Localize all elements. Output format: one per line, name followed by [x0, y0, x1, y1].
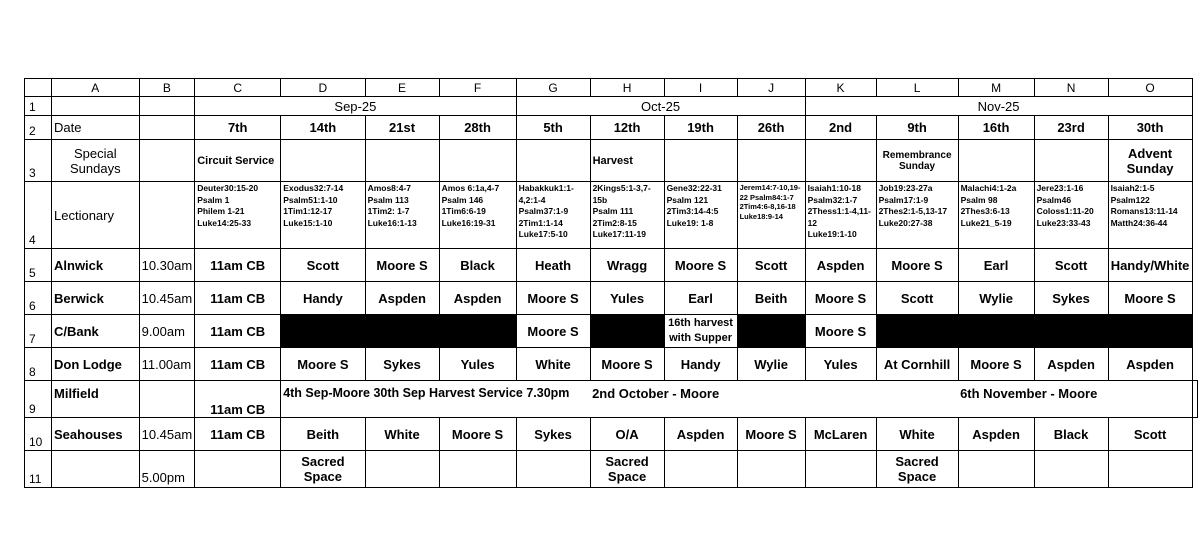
- preacher-cell[interactable]: Yules: [805, 348, 876, 381]
- milfield-sep-note[interactable]: 4th Sep-Moore 30th Sep Harvest Service 7.30pm: [281, 381, 590, 418]
- date-cell[interactable]: 12th: [590, 116, 664, 140]
- cell-n11[interactable]: [1034, 451, 1108, 488]
- preacher-cell[interactable]: Aspden: [1034, 348, 1108, 381]
- date-row: [25, 116, 1198, 140]
- cell-n3[interactable]: [1034, 140, 1108, 182]
- cell-a1[interactable]: [52, 97, 140, 116]
- preacher-cell[interactable]: Moore S: [590, 348, 664, 381]
- service-time[interactable]: [139, 381, 195, 418]
- preacher-cell[interactable]: Yules: [439, 348, 516, 381]
- service-time[interactable]: 10.45am: [139, 282, 195, 315]
- preacher-cell[interactable]: Heath: [516, 249, 590, 282]
- lectionary-reading[interactable]: Deuter30:15-20 Psalm 1 Philem 1-21 Luke14:25-33: [195, 182, 281, 249]
- church-name[interactable]: C/Bank: [52, 315, 140, 348]
- no-service-block[interactable]: [737, 315, 805, 348]
- col-header-a[interactable]: A: [52, 79, 140, 97]
- church-row-alnwick: [25, 249, 1198, 282]
- preacher-cell[interactable]: Scott: [281, 249, 365, 282]
- circuit-service-cell[interactable]: 11am CB: [195, 381, 281, 418]
- cell-b2[interactable]: [139, 116, 195, 140]
- cell-a11[interactable]: [52, 451, 140, 488]
- cell-i3[interactable]: [664, 140, 737, 182]
- circuit-service-cell[interactable]: 11am CB: [195, 418, 281, 451]
- date-cell[interactable]: 19th: [664, 116, 737, 140]
- harvest-supper-cell[interactable]: 16th harvest with Supper: [664, 315, 737, 348]
- cell-k9[interactable]: [876, 381, 958, 418]
- evening-service-time[interactable]: 5.00pm: [139, 451, 195, 488]
- preacher-cell[interactable]: White: [876, 418, 958, 451]
- col-header-m[interactable]: M: [958, 79, 1034, 97]
- circuit-service-cell[interactable]: 11am CB: [195, 249, 281, 282]
- col-header-o[interactable]: O: [1108, 79, 1192, 97]
- month-row: [25, 97, 1198, 116]
- milfield-oct-note[interactable]: 2nd October - Moore: [590, 381, 876, 418]
- preacher-cell[interactable]: Wragg: [590, 249, 664, 282]
- evening-service-row: [25, 451, 1198, 488]
- col-header-g[interactable]: G: [516, 79, 590, 97]
- service-time[interactable]: 11.00am: [139, 348, 195, 381]
- preacher-cell[interactable]: Scott: [737, 249, 805, 282]
- no-service-block[interactable]: [590, 315, 664, 348]
- cell-k11[interactable]: [805, 451, 876, 488]
- row-number[interactable]: 2: [25, 116, 52, 140]
- preacher-cell[interactable]: Moore S: [439, 418, 516, 451]
- col-header-d[interactable]: D: [281, 79, 365, 97]
- service-time[interactable]: 9.00am: [139, 315, 195, 348]
- preacher-cell[interactable]: Wylie: [737, 348, 805, 381]
- row-number[interactable]: 6: [25, 282, 52, 315]
- lectionary-reading[interactable]: Jerem14:7-10,19-22 Psalm84:1-7 2Tim4:6-8,16-18 Luke18:9-14: [737, 182, 805, 249]
- row-number[interactable]: 7: [25, 315, 52, 348]
- preacher-cell[interactable]: Beith: [737, 282, 805, 315]
- sacred-space-cell[interactable]: Sacred Space: [876, 451, 958, 488]
- date-cell[interactable]: 7th: [195, 116, 281, 140]
- lectionary-reading[interactable]: Malachi4:1-2a Psalm 98 2Thes3:6-13 Luke21_5-19: [958, 182, 1034, 249]
- preacher-cell[interactable]: Moore S: [664, 249, 737, 282]
- special-advent[interactable]: Advent Sunday: [1108, 140, 1192, 182]
- cell-c11[interactable]: [195, 451, 281, 488]
- cell-m3[interactable]: [958, 140, 1034, 182]
- preacher-cell[interactable]: O/A: [590, 418, 664, 451]
- cell-g11[interactable]: [516, 451, 590, 488]
- col-header-n[interactable]: N: [1034, 79, 1108, 97]
- preacher-cell[interactable]: Handy: [664, 348, 737, 381]
- date-cell[interactable]: 16th: [958, 116, 1034, 140]
- preacher-cell[interactable]: Earl: [958, 249, 1034, 282]
- month-oct[interactable]: Oct-25: [516, 97, 805, 116]
- preacher-cell[interactable]: Aspden: [365, 282, 439, 315]
- preacher-cell[interactable]: Aspden: [805, 249, 876, 282]
- church-row-cbank: [25, 315, 1198, 348]
- preacher-cell[interactable]: Scott: [1108, 418, 1192, 451]
- preacher-cell[interactable]: Moore S: [805, 282, 876, 315]
- preacher-cell[interactable]: Moore S: [365, 249, 439, 282]
- preacher-cell[interactable]: Moore S: [737, 418, 805, 451]
- preacher-cell[interactable]: Handy/White: [1108, 249, 1192, 282]
- circuit-service-cell[interactable]: 11am CB: [195, 282, 281, 315]
- special-sundays-row: [25, 140, 1198, 182]
- preacher-cell[interactable]: Moore S: [516, 282, 590, 315]
- month-sep[interactable]: Sep-25: [195, 97, 516, 116]
- cell-f3[interactable]: [439, 140, 516, 182]
- preacher-cell[interactable]: Moore S: [958, 348, 1034, 381]
- preacher-cell[interactable]: Scott: [876, 282, 958, 315]
- church-row-berwick: [25, 282, 1198, 315]
- preacher-cell[interactable]: Aspden: [1108, 348, 1192, 381]
- lectionary-reading[interactable]: Isaiah1:10-18 Psalm32:1-7 2Thess1:1-4,11-12 Luke19:1-10: [805, 182, 876, 249]
- preacher-cell[interactable]: Scott: [1034, 249, 1108, 282]
- lectionary-reading[interactable]: Jere23:1-16 Psalm46 Coloss1:11-20 Luke23:33-43: [1034, 182, 1108, 249]
- lectionary-reading[interactable]: Gene32:22-31 Psalm 121 2Tim3:14-4:5 Luke19: 1-8: [664, 182, 737, 249]
- church-row-milfield: [25, 381, 1198, 418]
- no-service-block[interactable]: [876, 315, 1192, 348]
- preacher-cell[interactable]: Moore S: [281, 348, 365, 381]
- col-header-j[interactable]: J: [737, 79, 805, 97]
- preacher-cell[interactable]: Black: [1034, 418, 1108, 451]
- preacher-cell[interactable]: White: [516, 348, 590, 381]
- col-header-f[interactable]: F: [439, 79, 516, 97]
- cell-d3[interactable]: [281, 140, 365, 182]
- preacher-cell[interactable]: Sykes: [516, 418, 590, 451]
- date-cell[interactable]: 21st: [365, 116, 439, 140]
- cell-b3[interactable]: [139, 140, 195, 182]
- col-header-b[interactable]: B: [139, 79, 195, 97]
- church-name[interactable]: Milfield: [52, 381, 140, 418]
- month-nov[interactable]: Nov-25: [805, 97, 1192, 116]
- preacher-cell[interactable]: Wylie: [958, 282, 1034, 315]
- row-number[interactable]: 8: [25, 348, 52, 381]
- special-circuit-service[interactable]: Circuit Service: [195, 140, 281, 182]
- cell-b1[interactable]: [139, 97, 195, 116]
- column-header-row: [25, 79, 1198, 97]
- preacher-cell[interactable]: Handy: [281, 282, 365, 315]
- lectionary-reading[interactable]: 2Kings5:1-3,7-15b Psalm 111 2Tim2:8-15 Luke17:11-19: [590, 182, 664, 249]
- row-number[interactable]: 10: [25, 418, 52, 451]
- row-number[interactable]: 5: [25, 249, 52, 282]
- date-cell[interactable]: 5th: [516, 116, 590, 140]
- preacher-cell[interactable]: Aspden: [958, 418, 1034, 451]
- date-cell[interactable]: 9th: [876, 116, 958, 140]
- date-label[interactable]: Date: [52, 116, 140, 140]
- church-name[interactable]: Alnwick: [52, 249, 140, 282]
- date-cell[interactable]: 30th: [1108, 116, 1192, 140]
- preacher-cell[interactable]: Moore S: [1108, 282, 1192, 315]
- church-row-seahouses: [25, 418, 1198, 451]
- date-cell[interactable]: 26th: [737, 116, 805, 140]
- cell-g3[interactable]: [516, 140, 590, 182]
- cell-o9[interactable]: [1192, 381, 1197, 418]
- lectionary-reading[interactable]: Exodus32:7-14 Psalm51:1-10 1Tim1:12-17 Luke15:1-10: [281, 182, 365, 249]
- col-header-c[interactable]: C: [195, 79, 281, 97]
- col-header-k[interactable]: K: [805, 79, 876, 97]
- date-cell[interactable]: 28th: [439, 116, 516, 140]
- col-header-e[interactable]: E: [365, 79, 439, 97]
- cell-b4[interactable]: [139, 182, 195, 249]
- circuit-service-cell[interactable]: 11am CB: [195, 348, 281, 381]
- church-row-donlodge: [25, 348, 1198, 381]
- sacred-space-cell[interactable]: Sacred Space: [590, 451, 664, 488]
- special-harvest[interactable]: Harvest: [590, 140, 664, 182]
- lectionary-reading[interactable]: Habakkuk1:1-4,2:1-4 Psalm37:1-9 2Tim1:1-14 Luke17:5-10: [516, 182, 590, 249]
- preacher-cell[interactable]: Sykes: [1034, 282, 1108, 315]
- row-number[interactable]: 9: [25, 381, 52, 418]
- circuit-service-cell[interactable]: 11am CB: [195, 315, 281, 348]
- date-cell[interactable]: 2nd: [805, 116, 876, 140]
- lectionary-reading[interactable]: Isaiah2:1-5 Psalm122 Romans13:11-14 Matth24:36-44: [1108, 182, 1192, 249]
- cell-o11[interactable]: [1108, 451, 1192, 488]
- church-name[interactable]: Berwick: [52, 282, 140, 315]
- col-header-l[interactable]: L: [876, 79, 958, 97]
- lectionary-reading[interactable]: Amos8:4-7 Psalm 113 1Tim2: 1-7 Luke16:1-13: [365, 182, 439, 249]
- lectionary-row: [25, 182, 1198, 249]
- service-time[interactable]: 10.45am: [139, 418, 195, 451]
- church-name[interactable]: Don Lodge: [52, 348, 140, 381]
- preacher-cell[interactable]: White: [365, 418, 439, 451]
- special-sundays-label[interactable]: Special Sundays: [52, 140, 140, 182]
- preacher-cell[interactable]: Moore S: [516, 315, 590, 348]
- lectionary-reading[interactable]: Amos 6:1a,4-7 Psalm 146 1Tim6:6-19 Luke16:19-31: [439, 182, 516, 249]
- col-header-i[interactable]: I: [664, 79, 737, 97]
- preacher-cell[interactable]: Aspden: [439, 282, 516, 315]
- row-number[interactable]: 1: [25, 97, 52, 116]
- rota-table: [24, 78, 1198, 488]
- special-remembrance[interactable]: Remembrance Sunday: [876, 140, 958, 182]
- preacher-cell[interactable]: Moore S: [805, 315, 876, 348]
- preacher-cell[interactable]: Earl: [664, 282, 737, 315]
- milfield-nov-note[interactable]: 6th November - Moore: [958, 381, 1192, 418]
- cell-j11[interactable]: [737, 451, 805, 488]
- cell-m11[interactable]: [958, 451, 1034, 488]
- col-header-h[interactable]: H: [590, 79, 664, 97]
- date-cell[interactable]: 14th: [281, 116, 365, 140]
- lectionary-label[interactable]: Lectionary: [52, 182, 140, 249]
- cell-j3[interactable]: [737, 140, 805, 182]
- preacher-cell[interactable]: Black: [439, 249, 516, 282]
- date-cell[interactable]: 23rd: [1034, 116, 1108, 140]
- cell-e3[interactable]: [365, 140, 439, 182]
- no-service-block[interactable]: [281, 315, 516, 348]
- service-time[interactable]: 10.30am: [139, 249, 195, 282]
- sacred-space-cell[interactable]: Sacred Space: [281, 451, 365, 488]
- preacher-cell[interactable]: Moore S: [876, 249, 958, 282]
- row-number[interactable]: 3: [25, 140, 52, 182]
- cell-e11[interactable]: [365, 451, 439, 488]
- cell-k3[interactable]: [805, 140, 876, 182]
- preacher-cell[interactable]: Beith: [281, 418, 365, 451]
- lectionary-reading[interactable]: Job19:23-27a Psalm17:1-9 2Thes2:1-5,13-17 Luke20:27-38: [876, 182, 958, 249]
- cell-f11[interactable]: [439, 451, 516, 488]
- preacher-cell[interactable]: McLaren: [805, 418, 876, 451]
- preacher-cell[interactable]: Yules: [590, 282, 664, 315]
- cell-i11[interactable]: [664, 451, 737, 488]
- row-number[interactable]: 11: [25, 451, 52, 488]
- preacher-cell[interactable]: At Cornhill: [876, 348, 958, 381]
- corner-cell[interactable]: [25, 79, 52, 97]
- preacher-cell[interactable]: Aspden: [664, 418, 737, 451]
- row-number[interactable]: 4: [25, 182, 52, 249]
- church-name[interactable]: Seahouses: [52, 418, 140, 451]
- preacher-cell[interactable]: Sykes: [365, 348, 439, 381]
